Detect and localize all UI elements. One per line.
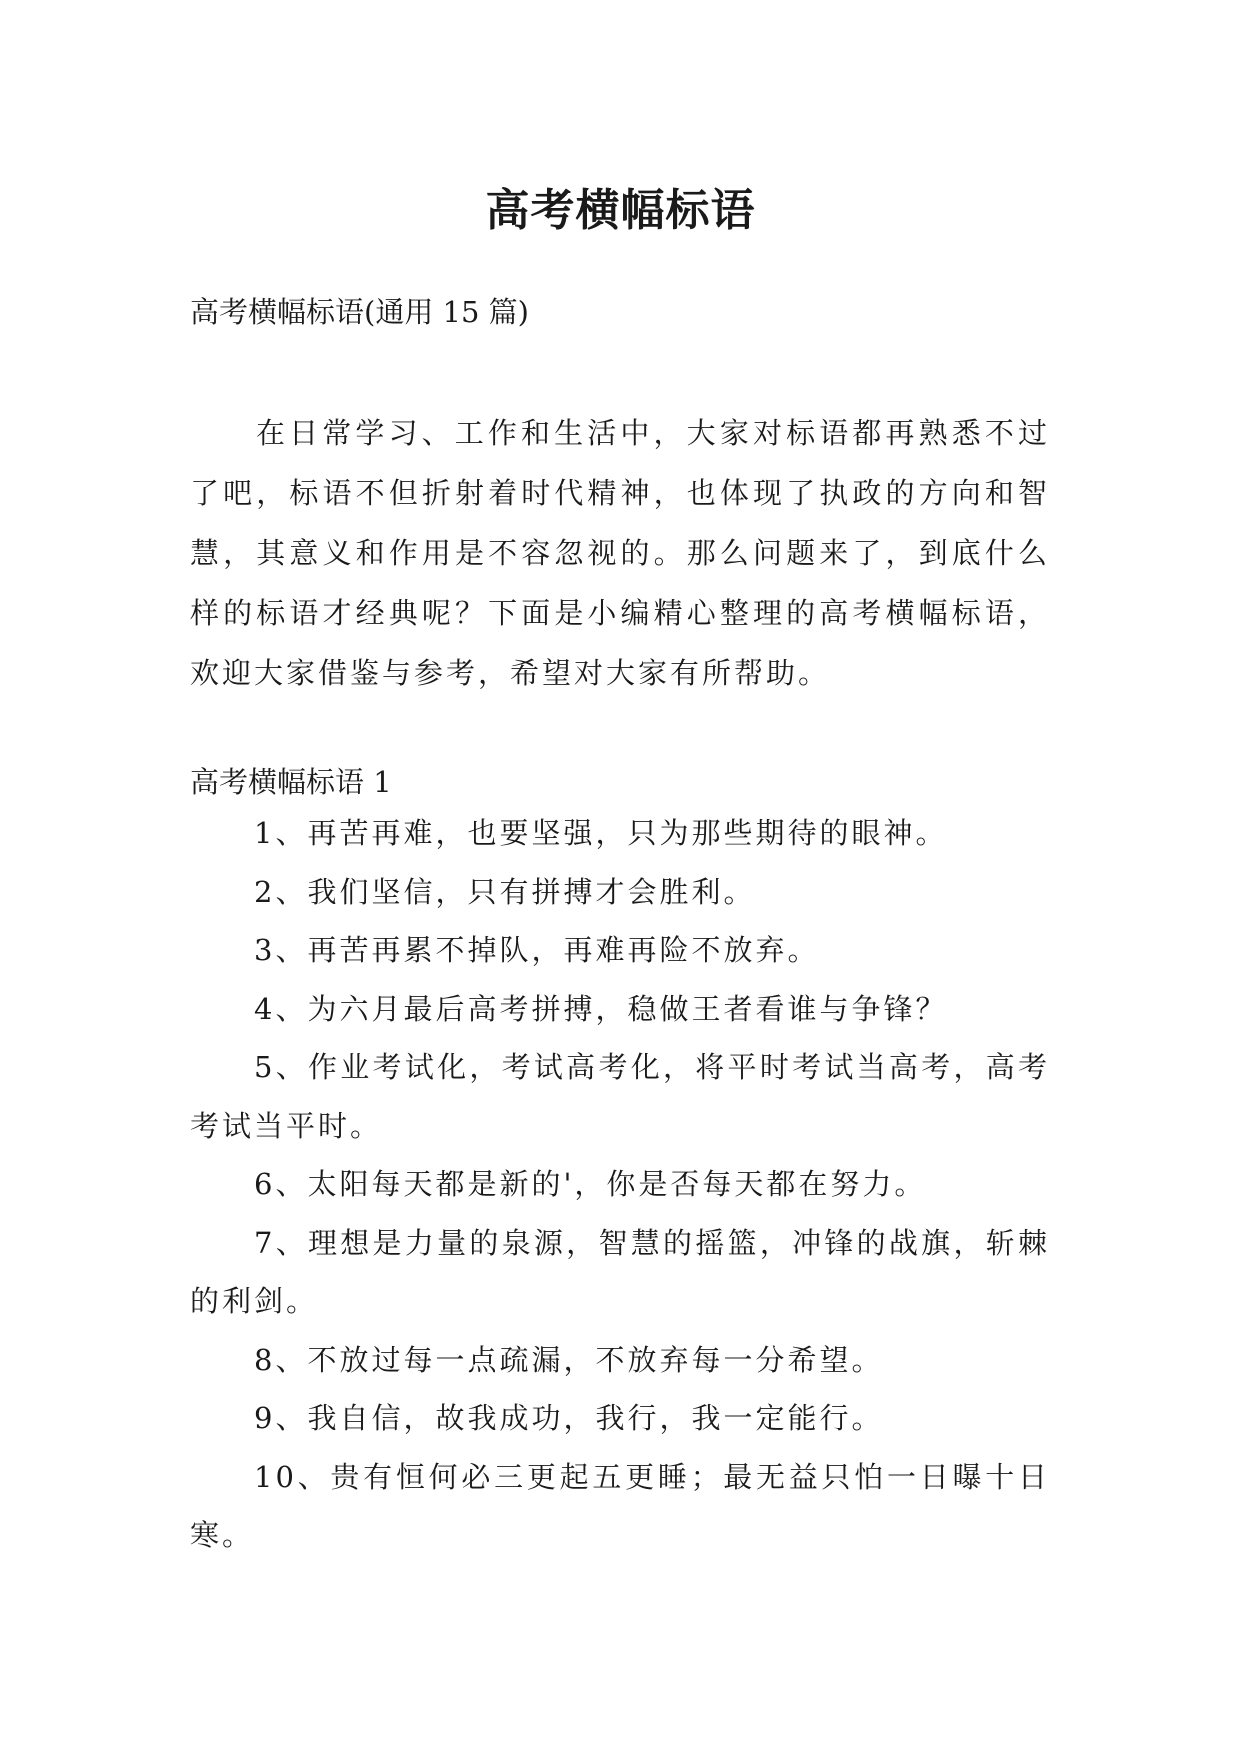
slogan-item: 6、太阳每天都是新的'，你是否每天都在努力。	[254, 1167, 927, 1201]
slogan-list	[190, 804, 1050, 1565]
slogan-item: 1、再苦再难，也要坚强，只为那些期待的眼神。	[254, 816, 948, 850]
slogan-item: 2、我们坚信，只有拼搏才会胜利。	[254, 874, 756, 909]
slogan-item: 3、再苦再累不掉队，再难再险不放弃。	[254, 933, 820, 967]
slogan-item: 5、作业考试化，考试高考化，将平时考试当高考，高考考试当平时。	[190, 1050, 1050, 1143]
section-heading: 高考横幅标语 1	[190, 765, 392, 799]
slogan-item: 4、为六月最后高考拼搏，稳做王者看谁与争锋？	[254, 991, 948, 1026]
slogan-item: 8、不放过每一点疏漏，不放弃每一分希望。	[254, 1342, 884, 1377]
document-subtitle: 高考横幅标语(通用 15 篇)	[190, 295, 529, 329]
slogan-item: 10、贵有恒何必三更起五更睡；最无益只怕一日曝十日寒。	[190, 1459, 1050, 1552]
slogan-item: 9、我自信，故我成功，我行，我一定能行。	[254, 1401, 884, 1435]
slogan-item: 7、理想是力量的泉源，智慧的摇篮，冲锋的战旗，斩棘的利剑。	[190, 1225, 1050, 1318]
intro-paragraph: 在日常学习、工作和生活中，大家对标语都再熟悉不过了吧，标语不但折射着时代精神，也体现了执政的方向和智慧，其意义和作用是不容忽视的。那么问题来了，到底什么样的标语才经典呢？下面是小编精心整理的高考横幅标语，欢迎大家借鉴与参考，希望对大家有所帮助。	[190, 416, 1050, 690]
page-title: 高考横幅标语	[485, 185, 756, 237]
